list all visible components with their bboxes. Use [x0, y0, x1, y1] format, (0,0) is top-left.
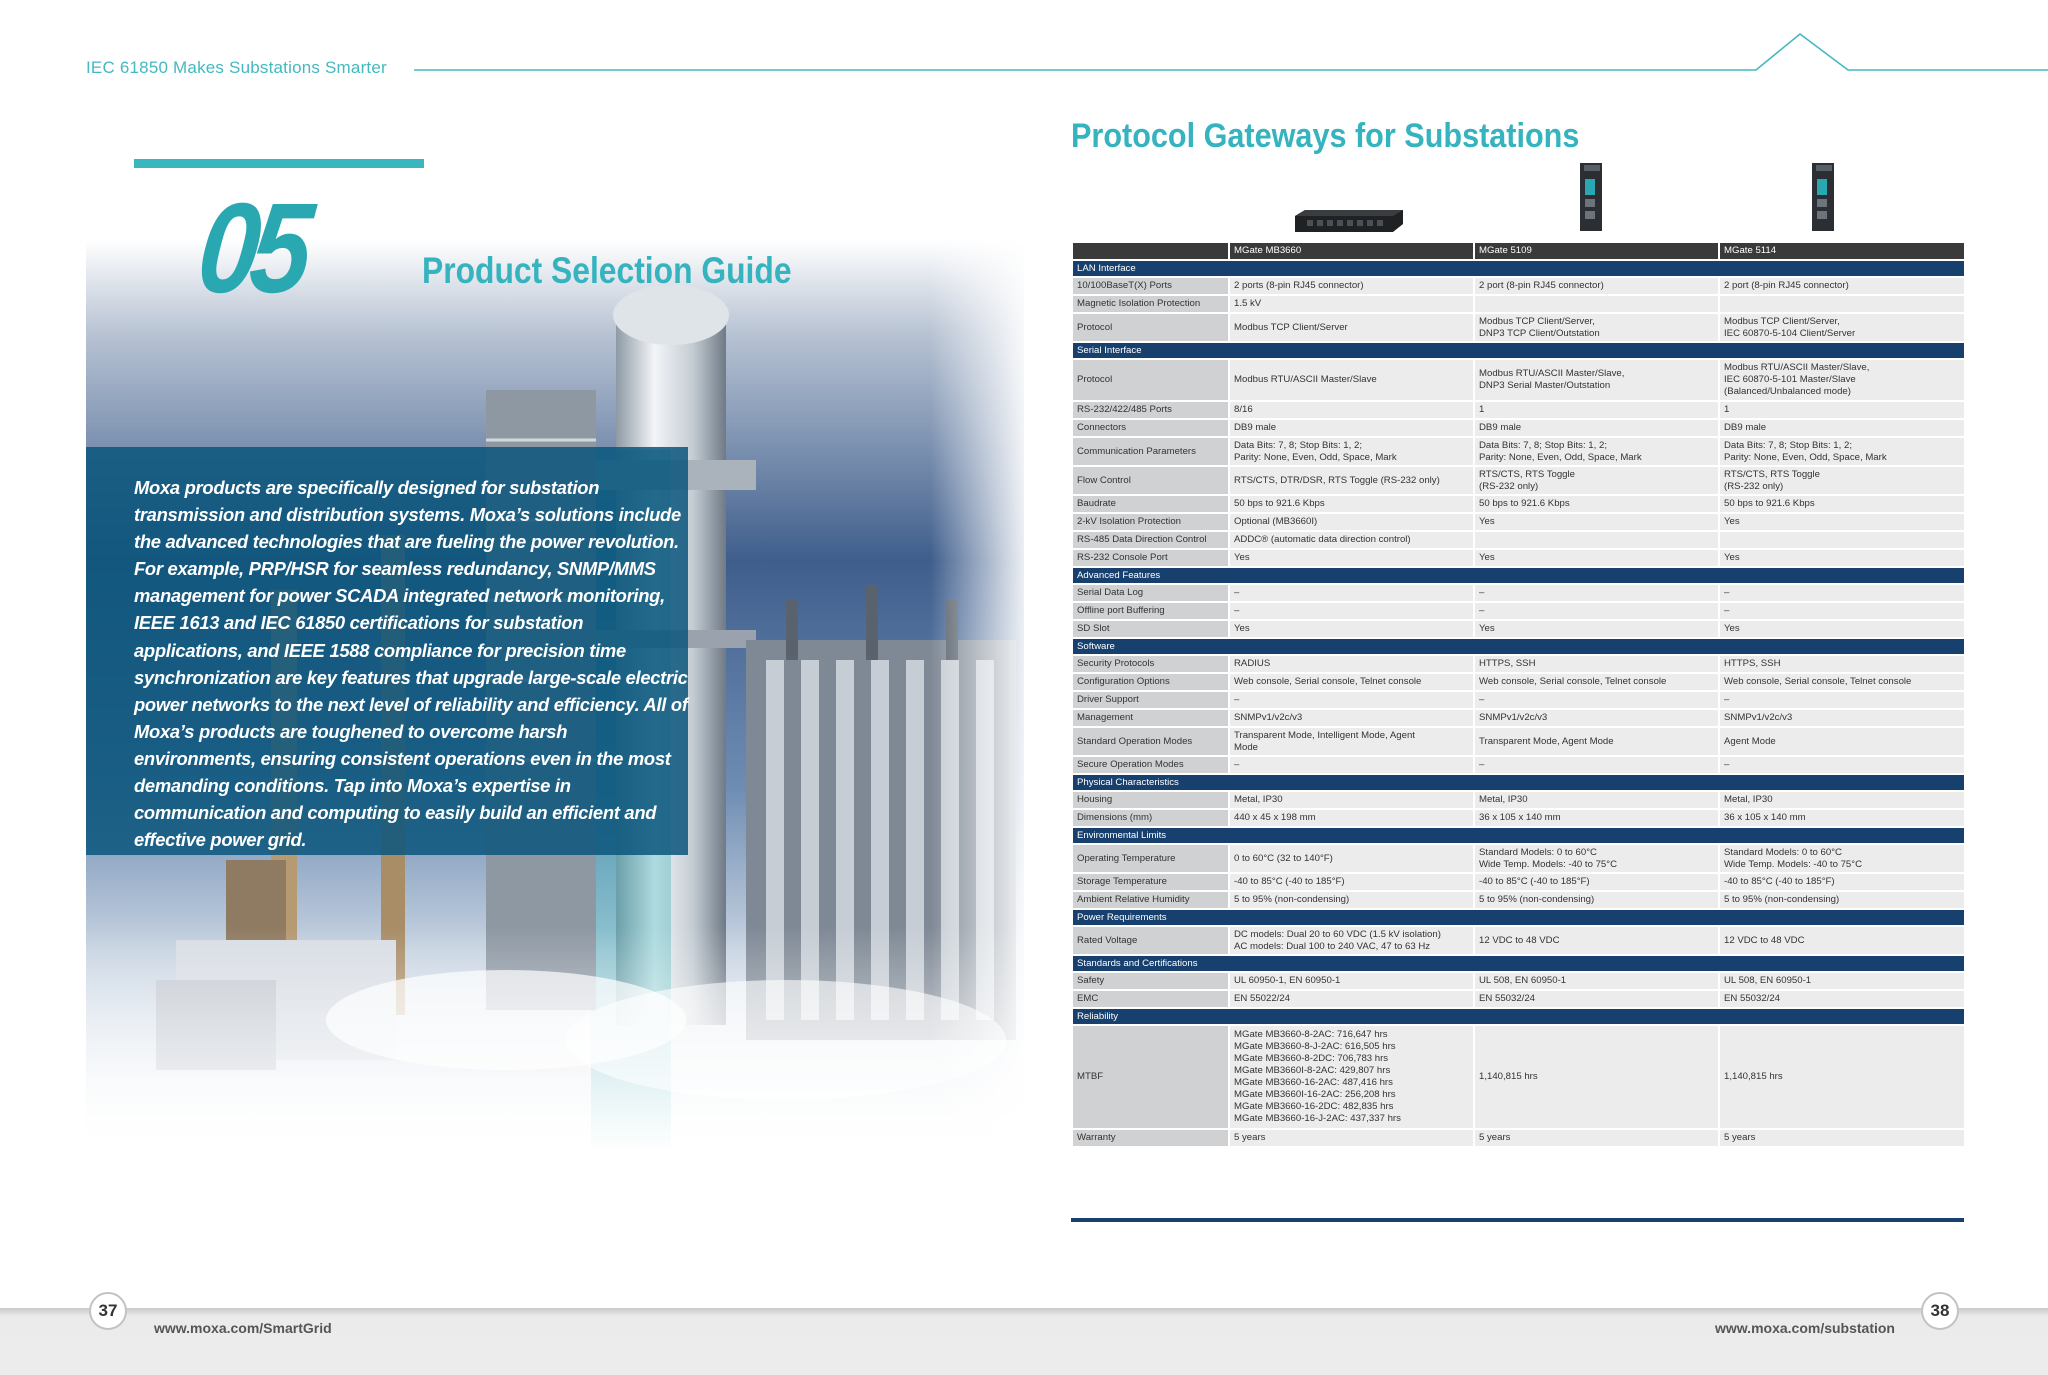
table-row — [1072, 655, 1965, 673]
table-cell: 5 to 95% (non-condensing) — [1229, 891, 1474, 909]
table-cell: DB9 male — [1719, 419, 1965, 437]
footer-url-right: www.moxa.com/substation — [1715, 1320, 1895, 1336]
table-cell: SNMPv1/v2c/v3 — [1229, 709, 1474, 727]
table-cell: 5 to 95% (non-condensing) — [1474, 891, 1719, 909]
table-row — [1072, 584, 1965, 602]
accent-bar — [134, 159, 424, 168]
row-label: Baudrate — [1072, 495, 1229, 513]
table-row — [1072, 437, 1965, 466]
table-cell: Modbus TCP Client/Server, IEC 60870-5-104 Client/Server — [1719, 313, 1965, 342]
table-cell: 5 years — [1229, 1129, 1474, 1147]
column-header: MGate 5114 — [1719, 242, 1965, 260]
row-label: Security Protocols — [1072, 655, 1229, 673]
row-label: RS-232 Console Port — [1072, 549, 1229, 567]
row-label: Offline port Buffering — [1072, 602, 1229, 620]
table-cell: 12 VDC to 48 VDC — [1474, 926, 1719, 955]
section-label: Physical Characteristics — [1072, 774, 1965, 791]
table-row — [1072, 531, 1965, 549]
table-cell: – — [1229, 756, 1474, 774]
table-cell: 1,140,815 hrs — [1474, 1025, 1719, 1129]
table-cell: – — [1474, 756, 1719, 774]
table-row — [1072, 620, 1965, 638]
table-row — [1072, 844, 1965, 873]
table-cell: Yes — [1229, 549, 1474, 567]
table-row — [1072, 359, 1965, 401]
table-cell: – — [1474, 602, 1719, 620]
table-cell: Standard Models: 0 to 60°C Wide Temp. Models: -40 to 75°C — [1474, 844, 1719, 873]
row-label: Operating Temperature — [1072, 844, 1229, 873]
row-label: Storage Temperature — [1072, 873, 1229, 891]
table-cell: DC models: Dual 20 to 60 VDC (1.5 kV isolation) AC models: Dual 100 to 240 VAC, 47 to 63 Hz — [1229, 926, 1474, 955]
table-cell: DB9 male — [1229, 419, 1474, 437]
table-cell: SNMPv1/v2c/v3 — [1719, 709, 1965, 727]
row-label: Protocol — [1072, 359, 1229, 401]
table-cell: RTS/CTS, RTS Toggle (RS-232 only) — [1719, 466, 1965, 495]
table-cell: ADDC® (automatic data direction control) — [1229, 531, 1474, 549]
table-cell: 12 VDC to 48 VDC — [1719, 926, 1965, 955]
row-label: Driver Support — [1072, 691, 1229, 709]
table-cell: 50 bps to 921.6 Kbps — [1719, 495, 1965, 513]
intro-text: Moxa products are specifically designed for substation transmission and distribution systems. Moxa’s solutions include the advanced technologies that are fueling the power revolution. For example, PRP/HSR for seamless redundancy, SNMP/MMS management for power SCADA integrated network monitoring, IEEE 1613 and IEC 61850 certifications for substation applications, and IEEE 1588 compliance for precision time synchronization are key features that upgrade large-scale electric power networks to the next level of reliability and efficiency. All of Moxa’s products are toughened to overcome harsh environments, ensuring consistent operations even in the most demanding conditions. Tap into Moxa’s expertise in communication and computing to easily build an efficient and effective power grid. — [134, 477, 688, 851]
section-label: Advanced Features — [1072, 567, 1965, 584]
table-cell: UL 508, EN 60950-1 — [1719, 972, 1965, 990]
row-label: Flow Control — [1072, 466, 1229, 495]
table-row — [1072, 756, 1965, 774]
table-cell: 50 bps to 921.6 Kbps — [1229, 495, 1474, 513]
table-cell: UL 508, EN 60950-1 — [1474, 972, 1719, 990]
table-cell: EN 55022/24 — [1229, 990, 1474, 1008]
table-row — [1072, 727, 1965, 756]
table-cell: 440 x 45 x 198 mm — [1229, 809, 1474, 827]
section-label: LAN Interface — [1072, 260, 1965, 277]
section-header-row — [1072, 638, 1965, 655]
table-row — [1072, 873, 1965, 891]
mgate-mb3660-image — [1293, 208, 1405, 234]
section-label: Serial Interface — [1072, 342, 1965, 359]
row-label: Communication Parameters — [1072, 437, 1229, 466]
footer-url-left: www.moxa.com/SmartGrid — [154, 1320, 332, 1336]
table-cell: RADIUS — [1229, 655, 1474, 673]
table-cell — [1474, 531, 1719, 549]
section-label: Reliability — [1072, 1008, 1965, 1025]
table-cell: -40 to 85°C (-40 to 185°F) — [1719, 873, 1965, 891]
table-cell: 5 to 95% (non-condensing) — [1719, 891, 1965, 909]
row-label: Management — [1072, 709, 1229, 727]
table-cell: 36 x 105 x 140 mm — [1719, 809, 1965, 827]
table-row — [1072, 1129, 1965, 1147]
section-number: 05 — [191, 177, 311, 320]
table-header-row — [1072, 242, 1965, 260]
table-cell: DB9 male — [1474, 419, 1719, 437]
table-cell: – — [1229, 691, 1474, 709]
row-label: MTBF — [1072, 1025, 1229, 1129]
header-title: IEC 61850 Makes Substations Smarter — [86, 58, 387, 77]
table-row — [1072, 549, 1965, 567]
table-cell: – — [1229, 602, 1474, 620]
table-row — [1072, 401, 1965, 419]
section-header-row — [1072, 774, 1965, 791]
table-cell: 36 x 105 x 140 mm — [1474, 809, 1719, 827]
table-cell: 1 — [1474, 401, 1719, 419]
table-cell: MGate MB3660-8-2AC: 716,647 hrs MGate MB3660-8-J-2AC: 616,505 hrs MGate MB3660-8-2DC: 706,783 hrs MGate MB3660I-8-2AC: 429,807 hrs MGate MB3660-16-2AC: 487,416 hrs MGate MB3660I-16-2AC: 256,208 hrs MGate MB3660-16-2DC: 482,835 hrs MGate MB3660-16-J-2AC: 437,337 hrs — [1229, 1025, 1474, 1129]
row-label: Magnetic Isolation Protection — [1072, 295, 1229, 313]
table-cell: – — [1229, 584, 1474, 602]
table-cell: Yes — [1229, 620, 1474, 638]
row-label: Safety — [1072, 972, 1229, 990]
table-cell: Metal, IP30 — [1229, 791, 1474, 809]
row-label: Ambient Relative Humidity — [1072, 891, 1229, 909]
table-row — [1072, 295, 1965, 313]
table-cell: 5 years — [1474, 1129, 1719, 1147]
row-label: Warranty — [1072, 1129, 1229, 1147]
table-row — [1072, 990, 1965, 1008]
section-header-row — [1072, 1008, 1965, 1025]
table-cell: Agent Mode — [1719, 727, 1965, 756]
page-number-left: 37 — [89, 1292, 127, 1330]
table-cell: Yes — [1719, 513, 1965, 531]
row-label: Rated Voltage — [1072, 926, 1229, 955]
table-row — [1072, 495, 1965, 513]
spec-table — [1071, 241, 1966, 1148]
table-cell: 1.5 kV — [1229, 295, 1474, 313]
mgate-5114-image — [1806, 161, 1840, 233]
table-row — [1072, 466, 1965, 495]
section-label: Environmental Limits — [1072, 827, 1965, 844]
table-cell: 1 — [1719, 401, 1965, 419]
section-label: Software — [1072, 638, 1965, 655]
table-cell: Data Bits: 7, 8; Stop Bits: 1, 2; Parity: None, Even, Odd, Space, Mark — [1229, 437, 1474, 466]
table-row — [1072, 419, 1965, 437]
table-cell: – — [1719, 584, 1965, 602]
table-cell: 2 ports (8-pin RJ45 connector) — [1229, 277, 1474, 295]
table-cell: EN 55032/24 — [1719, 990, 1965, 1008]
row-label: Standard Operation Modes — [1072, 727, 1229, 756]
table-cell: Modbus TCP Client/Server — [1229, 313, 1474, 342]
row-label: EMC — [1072, 990, 1229, 1008]
table-cell: HTTPS, SSH — [1474, 655, 1719, 673]
table-cell: -40 to 85°C (-40 to 185°F) — [1229, 873, 1474, 891]
section-header-row — [1072, 909, 1965, 926]
section-header-row — [1072, 342, 1965, 359]
section-header-row — [1072, 955, 1965, 972]
table-cell: Yes — [1474, 549, 1719, 567]
table-cell: 0 to 60°C (32 to 140°F) — [1229, 844, 1474, 873]
table-cell: Web console, Serial console, Telnet console — [1719, 673, 1965, 691]
table-cell: 2 port (8-pin RJ45 connector) — [1719, 277, 1965, 295]
table-row — [1072, 513, 1965, 531]
table-cell: Yes — [1474, 513, 1719, 531]
column-header: MGate 5109 — [1474, 242, 1719, 260]
row-label: 10/100BaseT(X) Ports — [1072, 277, 1229, 295]
row-label: RS-485 Data Direction Control — [1072, 531, 1229, 549]
row-label: Serial Data Log — [1072, 584, 1229, 602]
row-label: 2-kV Isolation Protection — [1072, 513, 1229, 531]
table-cell: SNMPv1/v2c/v3 — [1474, 709, 1719, 727]
table-cell: 5 years — [1719, 1129, 1965, 1147]
table-cell: 2 port (8-pin RJ45 connector) — [1474, 277, 1719, 295]
row-label: Dimensions (mm) — [1072, 809, 1229, 827]
table-row — [1072, 277, 1965, 295]
table-cell: Transparent Mode, Agent Mode — [1474, 727, 1719, 756]
row-label: Connectors — [1072, 419, 1229, 437]
table-cell: Modbus TCP Client/Server, DNP3 TCP Client/Outstation — [1474, 313, 1719, 342]
table-cell: Optional (MB3660I) — [1229, 513, 1474, 531]
table-cell: Modbus RTU/ASCII Master/Slave, DNP3 Serial Master/Outstation — [1474, 359, 1719, 401]
table-header-blank — [1072, 242, 1229, 260]
section-label: Standards and Certifications — [1072, 955, 1965, 972]
table-cell — [1719, 531, 1965, 549]
table-row — [1072, 809, 1965, 827]
table-cell: 8/16 — [1229, 401, 1474, 419]
table-cell — [1474, 295, 1719, 313]
table-cell: – — [1719, 691, 1965, 709]
table-cell: – — [1719, 756, 1965, 774]
table-cell: Web console, Serial console, Telnet console — [1474, 673, 1719, 691]
table-cell: – — [1474, 584, 1719, 602]
table-cell: RTS/CTS, RTS Toggle (RS-232 only) — [1474, 466, 1719, 495]
section-label: Power Requirements — [1072, 909, 1965, 926]
table-cell: Transparent Mode, Intelligent Mode, Agent Mode — [1229, 727, 1474, 756]
table-row — [1072, 926, 1965, 955]
table-cell: -40 to 85°C (-40 to 185°F) — [1474, 873, 1719, 891]
row-label: Secure Operation Modes — [1072, 756, 1229, 774]
table-cell: UL 60950-1, EN 60950-1 — [1229, 972, 1474, 990]
table-bottom-rule — [1071, 1218, 1964, 1222]
table-cell: Data Bits: 7, 8; Stop Bits: 1, 2; Parity: None, Even, Odd, Space, Mark — [1474, 437, 1719, 466]
section-header-row — [1072, 567, 1965, 584]
table-cell: Metal, IP30 — [1719, 791, 1965, 809]
table-row — [1072, 602, 1965, 620]
table-cell: Standard Models: 0 to 60°C Wide Temp. Models: -40 to 75°C — [1719, 844, 1965, 873]
table-cell: Yes — [1719, 620, 1965, 638]
table-cell: – — [1719, 602, 1965, 620]
table-row — [1072, 791, 1965, 809]
table-cell: Yes — [1474, 620, 1719, 638]
table-cell: Web console, Serial console, Telnet console — [1229, 673, 1474, 691]
table-cell: Metal, IP30 — [1474, 791, 1719, 809]
table-cell: EN 55032/24 — [1474, 990, 1719, 1008]
page-title: Protocol Gateways for Substations — [1071, 117, 1580, 155]
table-cell: Yes — [1719, 549, 1965, 567]
section-header-row — [1072, 260, 1965, 277]
section-header-row — [1072, 827, 1965, 844]
table-row — [1072, 313, 1965, 342]
table-cell: – — [1474, 691, 1719, 709]
header-divider — [0, 0, 2048, 90]
row-label: Protocol — [1072, 313, 1229, 342]
table-row — [1072, 972, 1965, 990]
section-title: Product Selection Guide — [422, 250, 792, 291]
table-row — [1072, 1025, 1965, 1129]
table-cell: Modbus RTU/ASCII Master/Slave — [1229, 359, 1474, 401]
row-label: Configuration Options — [1072, 673, 1229, 691]
table-row — [1072, 709, 1965, 727]
row-label: RS-232/422/485 Ports — [1072, 401, 1229, 419]
row-label: Housing — [1072, 791, 1229, 809]
footer-band — [0, 1308, 2048, 1375]
table-cell: 50 bps to 921.6 Kbps — [1474, 495, 1719, 513]
column-header: MGate MB3660 — [1229, 242, 1474, 260]
page-number-right: 38 — [1921, 1292, 1959, 1330]
table-row — [1072, 891, 1965, 909]
table-cell: 1,140,815 hrs — [1719, 1025, 1965, 1129]
row-label: SD Slot — [1072, 620, 1229, 638]
table-cell: Modbus RTU/ASCII Master/Slave, IEC 60870-5-101 Master/Slave (Balanced/Unbalanced mode) — [1719, 359, 1965, 401]
table-row — [1072, 691, 1965, 709]
table-cell — [1719, 295, 1965, 313]
table-row — [1072, 673, 1965, 691]
mgate-5109-image — [1574, 161, 1608, 233]
table-cell: RTS/CTS, DTR/DSR, RTS Toggle (RS-232 only) — [1229, 466, 1474, 495]
table-cell: HTTPS, SSH — [1719, 655, 1965, 673]
table-cell: Data Bits: 7, 8; Stop Bits: 1, 2; Parity: None, Even, Odd, Space, Mark — [1719, 437, 1965, 466]
